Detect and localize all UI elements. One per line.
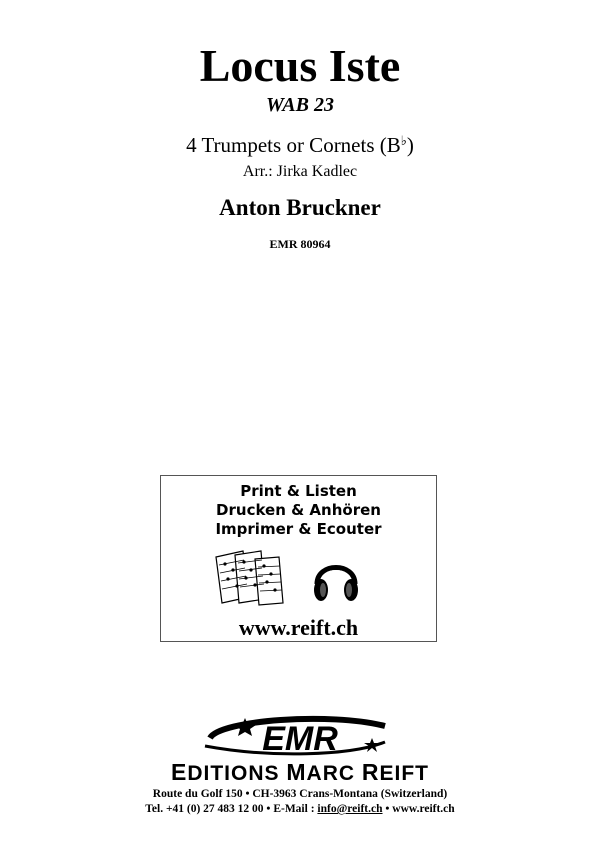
- catalogue-work-number: WAB 23: [266, 94, 334, 116]
- emr-logo: [150, 712, 450, 760]
- contact-line: [0, 802, 600, 816]
- promo-line-german: Drucken & Anhören: [216, 501, 381, 519]
- instrumentation-text: 4 Trumpets or Cornets (B: [186, 133, 401, 157]
- headphones-icon: [311, 550, 361, 606]
- edition-number: EMR 80964: [269, 237, 331, 251]
- promo-line-french: Imprimer & Ecouter: [215, 520, 382, 538]
- title: Locus Iste: [199, 40, 401, 91]
- website-link[interactable]: www.reift.ch: [238, 615, 359, 640]
- logo-text: EMR: [262, 720, 338, 758]
- publisher-initial-r: R: [361, 759, 380, 785]
- publisher-word-eift: EIFT: [379, 762, 429, 785]
- promo-line-english: Print & Listen: [240, 482, 357, 500]
- arranger: Arr.: Jirka Kadlec: [242, 163, 358, 180]
- composer: Anton Bruckner: [219, 195, 381, 220]
- publisher-initial-m: M: [286, 759, 307, 785]
- instrumentation-close: ): [406, 133, 414, 157]
- print-listen-box: [160, 475, 437, 642]
- publisher-initial-e: E: [171, 759, 188, 785]
- publisher-word-arc: ARC: [306, 762, 362, 785]
- flat-symbol: ♭: [400, 133, 407, 148]
- sheet-music-icon: [213, 549, 285, 607]
- address-line: Route du Golf 150 • CH-3963 Crans-Montana (Switzerland): [152, 788, 448, 800]
- instrumentation: [0, 127, 600, 159]
- web-text: • www.reift.ch: [382, 803, 455, 815]
- publisher-word-ditions: DITIONS: [187, 762, 287, 785]
- email-link[interactable]: info@reift.ch: [317, 803, 383, 815]
- publisher-name: [0, 760, 600, 786]
- phone-text: Tel. +41 (0) 27 483 12 00 • E-Mail :: [145, 803, 318, 815]
